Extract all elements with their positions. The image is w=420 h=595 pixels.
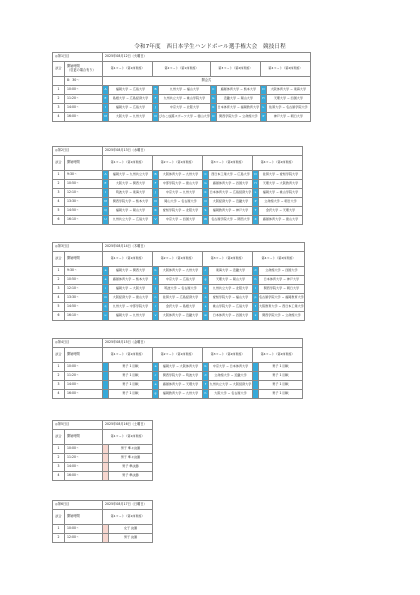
match-row [53, 463, 153, 472]
match-code: i [103, 285, 109, 294]
court-header-4: 第4コート（第2体育館） [253, 156, 303, 171]
round-number: 1 [53, 171, 65, 180]
time-header [65, 430, 103, 445]
round-number: 1 [53, 363, 65, 372]
match-code: P [253, 198, 259, 207]
round-number: 5 [53, 303, 65, 312]
day-date: 2025年08月14日（木曜日） [103, 243, 305, 252]
day-date: 2025年08月16日（土曜日） [103, 421, 153, 430]
match-row [53, 113, 311, 122]
match-code: e [153, 381, 159, 390]
match-teams: 男子 1 回戦 [259, 381, 303, 390]
court-header-4: 第4コート（第2体育館） [260, 62, 310, 77]
match-teams: 島根大学 − 広島経済大学 [109, 95, 153, 104]
match-code: v [153, 312, 159, 321]
match-teams: 佐賀大学 − 名古屋学院大学 [266, 104, 310, 113]
match-code: d [203, 372, 209, 381]
start-time: 10:50～ [65, 276, 103, 285]
match-code: K [210, 104, 216, 113]
start-time: 14:50～ [65, 207, 103, 216]
day-date: 2025年08月12日（火曜日） [103, 53, 311, 62]
match-teams: 九州大学 − 福山大学 [159, 86, 211, 95]
match-code: A [103, 86, 109, 95]
match-code: U [103, 216, 109, 225]
match-row [53, 180, 303, 189]
round-number: 2 [53, 534, 65, 543]
round-number: 1 [53, 445, 65, 454]
round-number: 1 [53, 525, 65, 534]
time-header [65, 252, 103, 267]
match-teams: 福岡大学 − 広島大学 [109, 104, 153, 113]
match-teams: 福岡大学 − 桃山学院大学 [259, 189, 303, 198]
match-teams: 男子 準決勝 [109, 472, 153, 481]
time-header-note: （変更の場合有り） [67, 68, 96, 72]
start-time: 14:00～ [65, 104, 103, 113]
day-table-4 [52, 338, 303, 399]
match-code: Q [103, 207, 109, 216]
match-teams: 桃山学院大学 − 広島大学 [209, 303, 253, 312]
court-header-3: 第3コート（第2体育館） [203, 348, 253, 363]
time-header [65, 62, 103, 77]
start-time: 10:00～ [65, 445, 103, 454]
start-time: 10:00～ [65, 525, 103, 534]
match-code: L [260, 104, 266, 113]
time-header-label: 開始時間 [67, 514, 80, 519]
match-row [53, 86, 311, 95]
match-row [53, 472, 153, 481]
start-time: 14:50～ [65, 303, 103, 312]
match-code: V [153, 216, 159, 225]
match-teams: 大阪教育大学 − 西日本工業大学 [259, 303, 305, 312]
match-teams: 男子 準決勝 [109, 463, 153, 472]
match-teams: 鹿屋体育大学 − 熊本大学 [109, 276, 153, 285]
round-number: 3 [53, 285, 65, 294]
match-code: I [103, 104, 109, 113]
match-row [53, 95, 311, 104]
court-header-1: 第1コート（第1体育館） [103, 62, 153, 77]
time-header [65, 348, 103, 363]
day-date: 2025年08月15日（金曜日） [103, 339, 303, 348]
match-code: r [153, 303, 159, 312]
match-teams: 中京大学 − 広島大学 [159, 276, 203, 285]
match-teams: 男子 準々決勝 [109, 445, 153, 454]
match-teams: 関西学院大学 − 朝日大学 [259, 285, 305, 294]
match-teams: 福岡大学 − 大阪大学 [109, 285, 153, 294]
round-number: 2 [53, 454, 65, 463]
match-teams: 筑波大学 − 東海大学 [109, 189, 153, 198]
match-teams: 天理大学 − 大阪教育大学 [259, 180, 303, 189]
match-teams: 名古屋学院大学 − 福岡教育大学 [259, 294, 305, 303]
match-teams: 九州共立大学 − 桃山学院大学 [159, 95, 211, 104]
match-teams: 中京大学 − 四国大学 [159, 216, 203, 225]
court-header-1: 第1コート（第1体育館） [103, 510, 153, 525]
match-code: s [203, 303, 209, 312]
match-teams: 立命館大学 − 近畿大学 [209, 372, 253, 381]
match-code: a [153, 363, 159, 372]
match-teams: 福岡大学 − 関西大学 [109, 267, 153, 276]
match-teams: 日本体育大学 − 広島経済大学 [209, 189, 253, 198]
match-teams: 関西学院大学 − 立命館大学 [259, 312, 305, 321]
match-teams: 関西学院大学 − 立命館大学 [216, 113, 260, 122]
match-teams: 大阪大学 − 名古屋大学 [209, 390, 253, 399]
day-date: 2025年08月13日（水曜日） [103, 147, 303, 156]
match-code: E [103, 95, 109, 104]
match-teams: 名古屋学院大学 − 関西大学 [209, 216, 253, 225]
match-code: D [260, 86, 266, 95]
match-code: F [153, 180, 159, 189]
match-teams: 大阪大学 − 九州大学 [109, 113, 153, 122]
match-teams: 佐賀大学 − 広島経済大学 [159, 294, 203, 303]
time-header-label: 開始時間 [67, 256, 80, 261]
round-header: 試合 [53, 510, 65, 525]
match-code: h [253, 276, 259, 285]
match-code: B [153, 171, 159, 180]
court-header-2: 第2コート（第1体育館） [153, 156, 203, 171]
round-number: 3 [53, 381, 65, 390]
match-code: P [260, 113, 266, 122]
match-row [53, 198, 303, 207]
match-row [53, 525, 153, 534]
match-teams: 福岡大学 − 岡山大学 [109, 207, 153, 216]
round-number: 2 [53, 372, 65, 381]
match-teams: 金沢大学 − 島根大学 [159, 303, 203, 312]
start-time: 11:20～ [65, 372, 103, 381]
round-number: 6 [53, 312, 65, 321]
match-code: d [253, 267, 259, 276]
match-code: O [210, 113, 216, 122]
match-code: D [253, 171, 259, 180]
round-number: 1 [53, 86, 65, 95]
match-code: G [203, 180, 209, 189]
match-teams: 鹿屋体育大学 − 熊本大学 [216, 86, 260, 95]
match-teams: 男子 決勝 [109, 534, 153, 543]
start-time: 16:00～ [65, 472, 103, 481]
time-header [65, 510, 103, 525]
court-header-4: 第4コート（第2体育館） [253, 252, 305, 267]
match-code: G [210, 95, 216, 104]
round-number: 2 [53, 180, 65, 189]
match-teams: 男子 準々決勝 [109, 454, 153, 463]
start-time: 9:30～ [65, 267, 103, 276]
match-teams: 九州大学 − 中部学院大学 [109, 303, 153, 312]
round-number: 4 [53, 472, 65, 481]
round-number: 3 [53, 189, 65, 198]
round-number: 4 [53, 294, 65, 303]
round-number: 2 [53, 95, 65, 104]
start-time: 16:10～ [65, 312, 103, 321]
start-time: 10:00～ [65, 86, 103, 95]
match-code: k [203, 285, 209, 294]
round-header: 試合 [53, 348, 65, 363]
match-teams: 福岡大学 − 広島大学 [109, 86, 153, 95]
match-teams: 大阪経済大学 − 近畿大学 [209, 198, 253, 207]
time-header-label: 開始時間 [67, 64, 80, 69]
match-row [53, 312, 305, 321]
match-teams: 立命館大学 − 朝日大学 [259, 198, 303, 207]
match-teams: 立命館大学 − 四国大学 [259, 267, 305, 276]
match-code: C [203, 171, 209, 180]
time-header-label: 開始時間 [67, 434, 80, 439]
round-number: 4 [53, 198, 65, 207]
match-teams: 大阪体育大学 − 東海大学 [266, 86, 310, 95]
start-time: 10:00～ [65, 363, 103, 372]
match-code: N [153, 113, 159, 122]
match-code: n [153, 294, 159, 303]
day-table-5 [52, 420, 153, 481]
match-code: u [103, 312, 109, 321]
match-teams: 大阪体育大学 − 近畿大学 [159, 312, 203, 321]
match-teams: 男子 1 回戦 [109, 381, 153, 390]
court-header-1: 第1コート（第1体育館） [103, 156, 153, 171]
match-row [53, 171, 303, 180]
day-label: ◎第2日目 [53, 147, 103, 156]
day-date: 2025年08月17日（日曜日） [103, 501, 153, 510]
match-code: j [153, 285, 159, 294]
match-teams: 愛知学院大学 − 福山大学 [209, 294, 253, 303]
day-label: ◎第5日目 [53, 421, 103, 430]
match-code: J [153, 104, 159, 113]
start-time: 9:30～ [65, 171, 103, 180]
match-teams: 関西学院大学 − 熊本大学 [109, 198, 153, 207]
match-row [53, 189, 303, 198]
court-header-2: 第2コート（第1体育館） [153, 348, 203, 363]
round-number: 1 [53, 267, 65, 276]
match-teams: 鹿屋体育大学 − 徳山大学 [259, 216, 303, 225]
match-teams: 天理大学 − 四国大学 [266, 95, 310, 104]
match-row [53, 445, 153, 454]
round-number: 6 [53, 216, 65, 225]
court-header-2: 第2コート（第1体育館） [153, 252, 203, 267]
match-teams: 男子 1 回戦 [109, 372, 153, 381]
start-time: 16:00～ [65, 113, 103, 122]
match-teams: 中京大学 − 日本体育大学 [209, 363, 253, 372]
match-teams: 男子 1 回戦 [109, 363, 153, 372]
match-teams: 福岡大学 − 大阪体育大学 [159, 363, 203, 372]
match-code: b [153, 267, 159, 276]
match-row [53, 104, 311, 113]
match-row [53, 534, 153, 543]
time-header-label: 開始時間 [67, 352, 80, 357]
match-code: A [103, 171, 109, 180]
round-header: 試合 [53, 156, 65, 171]
match-row [53, 390, 303, 399]
match-row [53, 285, 305, 294]
match-row [53, 294, 305, 303]
round-number: 5 [53, 207, 65, 216]
match-teams: 日本体育大学 − 神戸大学 [259, 276, 305, 285]
match-code: O [203, 198, 209, 207]
note-round [53, 77, 65, 86]
match-teams: 九州共立大学 − 広島大学 [109, 216, 153, 225]
match-code: p [253, 294, 259, 303]
match-teams: 佐賀大学 − 愛知学院大学 [259, 171, 303, 180]
match-row [53, 303, 305, 312]
match-code: x [253, 312, 259, 321]
start-time: 14:00～ [65, 381, 103, 390]
match-code: W [203, 216, 209, 225]
match-teams: 九州共立大学 − 北陸大学 [209, 285, 253, 294]
match-teams: 愛知学院大学 − 北陸大学 [159, 207, 203, 216]
start-time: 16:10～ [65, 216, 103, 225]
day-table-3 [52, 242, 305, 321]
round-number: 4 [53, 390, 65, 399]
match-row [53, 363, 303, 372]
match-row [53, 454, 153, 463]
match-row [53, 267, 305, 276]
match-code: H [260, 95, 266, 104]
round-number: 4 [53, 113, 65, 122]
match-code: q [103, 303, 109, 312]
match-code: H [253, 180, 259, 189]
court-header-3: 第3コート（第2体育館） [203, 156, 253, 171]
match-code: C [210, 86, 216, 95]
match-teams: 福岡大学 − 九州共立大学 [109, 171, 153, 180]
round-number: 3 [53, 104, 65, 113]
court-header-1: 第1コート（第1体育館） [103, 430, 153, 445]
time-header-label: 開始時間 [67, 160, 80, 165]
match-row [53, 372, 303, 381]
day-label: ◎第1日目 [53, 53, 103, 62]
round-number: 2 [53, 276, 65, 285]
match-code: N [153, 198, 159, 207]
match-code: h [203, 390, 209, 399]
match-code: g [153, 390, 159, 399]
match-teams: 中部学院大学 − 徳山大学 [159, 180, 203, 189]
match-code: m [103, 294, 109, 303]
match-teams: 日本体育大学 − 四国大学 [209, 312, 253, 321]
match-teams: 金沢大学 − 天理大学 [259, 207, 303, 216]
match-code: c [153, 372, 159, 381]
match-code: M [103, 113, 109, 122]
match-code: X [253, 216, 259, 225]
start-time: 13:30～ [65, 198, 103, 207]
match-teams: 男子 1 回戦 [259, 390, 303, 399]
match-teams: 日本体育大学 − 福岡教育大学 [216, 104, 260, 113]
match-code: B [153, 86, 159, 95]
match-row [53, 381, 303, 390]
page-title: 令和7年度 西日本学生ハンドボール選手権大会 競技日程 [134, 44, 286, 50]
match-teams: 九州共立大学 − 大阪経済大学 [209, 381, 253, 390]
match-code: K [203, 189, 209, 198]
court-header-2: 第2コート（第1体育館） [153, 62, 211, 77]
start-time: 12:10～ [65, 285, 103, 294]
match-code: E [103, 180, 109, 189]
start-time: 12:10～ [65, 189, 103, 198]
match-teams: 女子 決勝 [109, 525, 153, 534]
day-table-2 [52, 146, 303, 225]
match-code: F [153, 95, 159, 104]
day-table-1 [52, 52, 311, 122]
time-header [65, 156, 103, 171]
start-time: 14:00～ [65, 463, 103, 472]
court-header-1: 第1コート（第1体育館） [103, 348, 153, 363]
day-label: ◎第6日目 [53, 501, 103, 510]
match-teams: 東海大学 − 近畿大学 [209, 267, 253, 276]
match-teams: 鹿屋体育大学 − 天理大学 [159, 381, 203, 390]
match-code: S [203, 207, 209, 216]
match-code: L [253, 189, 259, 198]
match-row [53, 216, 303, 225]
match-code: w [203, 312, 209, 321]
match-teams: 筑波大学 − 名古屋大学 [159, 285, 203, 294]
match-teams: 岡山大学 − 名古屋大学 [159, 198, 203, 207]
match-code: o [203, 294, 209, 303]
match-row [53, 207, 303, 216]
match-teams: びわこ成蹊スポーツ大学 − 徳山大学 [159, 113, 211, 122]
match-code: R [153, 207, 159, 216]
day-label: ◎第3日目 [53, 243, 103, 252]
note-time: 8：30～ [65, 77, 103, 86]
match-code: f [203, 381, 209, 390]
start-time: 11:20～ [65, 454, 103, 463]
match-teams: 男子 1 回戦 [259, 363, 303, 372]
match-code: c [203, 267, 209, 276]
court-header-3: 第3コート（第2体育館） [203, 252, 253, 267]
match-code: M [103, 198, 109, 207]
day-label: ◎第4日目 [53, 339, 103, 348]
start-time: 13:30～ [65, 294, 103, 303]
match-code: a [103, 267, 109, 276]
match-teams: 大阪体育大学 − 九州大学 [159, 267, 203, 276]
round-number: 3 [53, 463, 65, 472]
match-teams: 西日本工業大学 − 広島大学 [209, 171, 253, 180]
match-code: f [153, 276, 159, 285]
match-teams: 中京大学 − 九州大学 [159, 189, 203, 198]
match-teams: 男子 1 回戦 [109, 390, 153, 399]
start-time: 16:00～ [65, 390, 103, 399]
start-time: 11:20～ [65, 95, 103, 104]
round-header: 試合 [53, 430, 65, 445]
match-teams: 福岡大学 − 九州大学 [109, 312, 153, 321]
match-teams: 福岡教育大学 − 九州大学 [159, 390, 203, 399]
match-teams: 関西学院大学 − 筑波大学 [159, 372, 203, 381]
match-code: I [103, 189, 109, 198]
match-code: T [253, 207, 259, 216]
match-teams: 大阪経済大学 − 徳山大学 [109, 294, 153, 303]
match-teams: 鹿屋体育大学 − 四国大学 [209, 180, 253, 189]
match-teams: 天理大学 − 岡山大学 [209, 276, 253, 285]
match-row [53, 276, 305, 285]
match-teams: 福岡教育大学 − 神戸大学 [209, 207, 253, 216]
start-time: 10:50～ [65, 180, 103, 189]
match-teams: 男子 1 回戦 [259, 372, 303, 381]
match-code: t [253, 303, 259, 312]
match-teams: 大阪体育大学 − 九州大学 [159, 171, 203, 180]
match-teams: 中京大学 − 北陸大学 [159, 104, 211, 113]
round-header: 試合 [53, 252, 65, 267]
match-teams: 大阪大学 − 関西大学 [109, 180, 153, 189]
court-header-1: 第1コート（第1体育館） [103, 252, 153, 267]
start-time: 12:00～ [65, 534, 103, 543]
match-teams: 神戸大学 − 朝日大学 [266, 113, 310, 122]
match-code: g [203, 276, 209, 285]
match-teams: 近畿大学 − 岡山大学 [216, 95, 260, 104]
day-table-6 [52, 500, 153, 543]
match-code: e [103, 276, 109, 285]
note-text: 開会式 [103, 77, 311, 86]
match-code: b [203, 363, 209, 372]
match-code: J [153, 189, 159, 198]
match-code: l [253, 285, 259, 294]
round-header: 試合 [53, 62, 65, 77]
court-header-4: 第4コート（第2体育館） [253, 348, 303, 363]
court-header-3: 第3コート（第2体育館） [210, 62, 260, 77]
